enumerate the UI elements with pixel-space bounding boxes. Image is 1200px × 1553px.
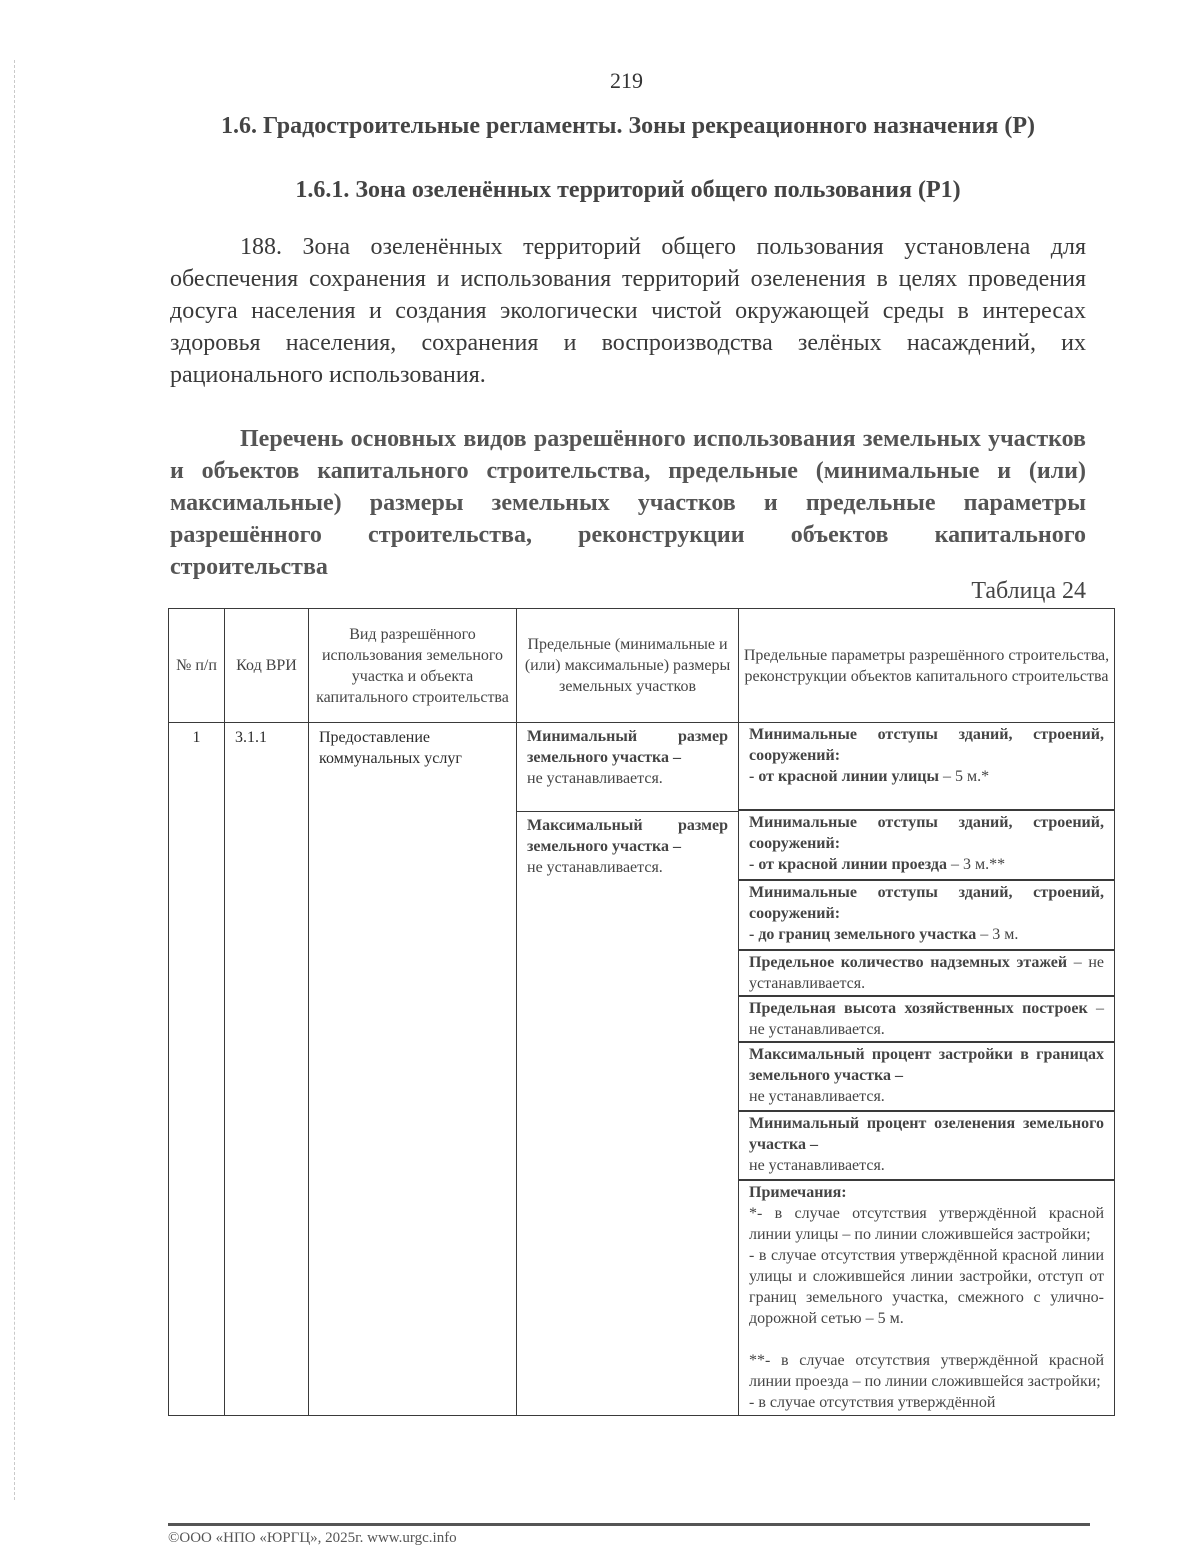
param-label: Минимальные отступы зданий, строений, сооружений: [749,814,1104,852]
param-label: Минимальные отступы зданий, строений, сооружений: [749,884,1104,922]
param-sublabel: - от красной линии улицы [749,768,939,785]
regulations-table [168,608,1115,1416]
param-value: не устанавливается. [749,1157,885,1174]
param-label: Минимальный процент озеленения земельного участка – [749,1115,1104,1153]
table-row [169,723,1115,1416]
param-floors [739,951,1114,997]
max-size-block [517,811,738,899]
header-sizes: Предельные (минимальные и (или) максимальные) размеры земельных участков [517,609,739,723]
param-value: – не устанавливается. [749,954,1104,992]
cell-code: 3.1.1 [225,723,309,1416]
param-value: – 3 м. [976,926,1019,943]
param-value: – 5 м.* [939,768,990,785]
param-sublabel: - до границ земельного участка [749,926,977,943]
note-item: - в случае отсутствия утверждённой красной линии улицы и сложившейся линии застройки, отступ от границ земельного участка, смежного с улично-дорожной сетью – 5 м. [749,1247,1104,1327]
param-setback-passage [739,811,1114,881]
max-size-label: Максимальный размер земельного участка – [527,817,728,855]
param-setback-street [739,723,1114,811]
cell-type: Предоставление коммунальных услуг [309,723,517,1416]
max-size-value: не устанавливается. [527,859,663,876]
footer-copyright: ©ООО «НПО «ЮРГЦ», 2025г. www.urgc.info [168,1530,457,1546]
table-caption: Таблица 24 [971,578,1086,604]
cell-sizes [517,723,739,1416]
param-value: – 3 м.** [946,856,1006,873]
notes-block [739,1181,1114,1415]
header-code: Код ВРИ [225,609,309,723]
param-label: Предельная высота хозяйственных построек [749,1000,1088,1017]
param-outbuilding-height [739,997,1114,1043]
param-value: – не устанавливается. [749,1000,1104,1038]
page-number: 219 [610,68,643,93]
param-value: не устанавливается. [749,1088,885,1105]
subsection-heading: 1.6.1. Зона озеленённых территорий общего пользования (Р1) [295,177,961,203]
param-label: Минимальные отступы зданий, строений, сооружений: [749,726,1104,764]
header-num: № п/п [169,609,225,723]
note-item: - в случае отсутствия утверждённой [749,1394,996,1411]
cell-num: 1 [169,723,225,1416]
min-size-value: не устанавливается. [527,770,663,787]
param-sublabel: - от красной линии проезда [749,856,947,873]
footer-divider [168,1523,1090,1526]
section-heading: 1.6. Градостроительные регламенты. Зоны рекреационного назначения (Р) [221,113,1035,139]
header-params: Предельные параметры разрешённого строительства, реконструкции объектов капитального строительства [739,609,1115,723]
param-label: Предельное количество надземных этажей [749,954,1068,971]
param-setback-boundary [739,881,1114,951]
note-spacer [749,1329,1104,1350]
note-item: *- в случае отсутствия утверждённой красной линии улицы – по линии сложившейся застройки; [749,1205,1104,1243]
param-min-greenery [739,1112,1114,1181]
cell-params [739,723,1115,1416]
note-item: **- в случае отсутствия утверждённой красной линии проезда – по линии сложившейся застройки; [749,1352,1104,1390]
list-title: Перечень основных видов разрешённого использования земельных участков и объектов капитального строительства, предельные (минимальные и (или) максимальные) размеры земельных участков и предельные параметры разрешённого строительства, реконструкции объектов капитального строительства [170,426,1086,580]
param-max-coverage [739,1043,1114,1112]
param-label: Максимальный процент застройки в границах земельного участка – [749,1046,1104,1084]
notes-title: Примечания: [749,1184,847,1201]
header-type: Вид разрешённого использования земельного участка и объекта капитального строительства [309,609,517,723]
scan-edge-line [14,60,16,1500]
zone-description-paragraph: 188. Зона озеленённых территорий общего пользования установлена для обеспечения сохранения и использования территорий озеленения в целях проведения досуга населения и создания экологически чистой окружающей среды в интересах здоровья населения, сохранения и воспроизводства зелёных насаждений, их рационального использования. [170,234,1086,388]
table-header-row [169,609,1115,723]
min-size-block [517,723,738,811]
min-size-label: Минимальный размер земельного участка – [527,728,728,766]
